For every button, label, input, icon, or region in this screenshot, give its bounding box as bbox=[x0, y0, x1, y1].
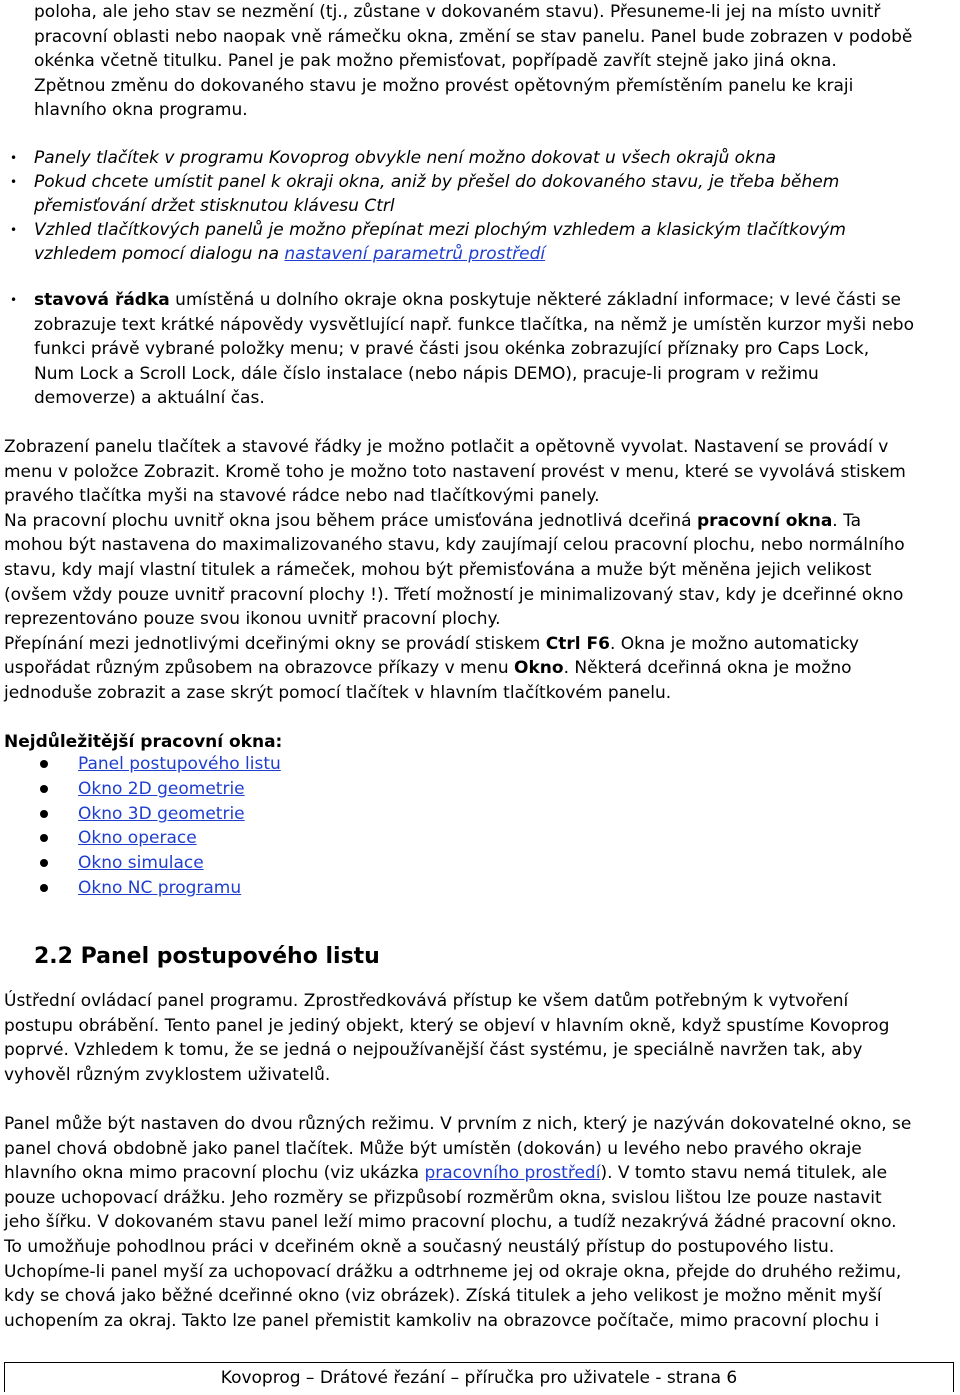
section-para-2-text-end: ). V tomto stavu nemá titulek, ale bbox=[600, 1163, 888, 1184]
intro-line-3: okénka včetně titulku. Panel je pak možno přemisťovat, popřípadě zavřít stejně jako jiná okna. bbox=[34, 51, 837, 72]
para-b-line-1 bbox=[4, 509, 861, 534]
section-para-2-text: hlavního okna mimo pracovní plochu (viz ukázka bbox=[4, 1163, 425, 1184]
list-bullet-1 bbox=[40, 760, 48, 768]
status-line-1 bbox=[34, 288, 901, 313]
intro-line-1: poloha, ale jeho stav se nezmění (tj., zůstane v dokovaném stavu). Přesuneme-li jej na místo uvnitř bbox=[34, 2, 881, 22]
para-c-line-3: jednoduše zobrazit a zase skrýt pomocí tlačítek v hlavním tlačítkovém panelu. bbox=[4, 683, 672, 703]
status-line-1-rest: umístěná u dolního okraje okna poskytuje některé základní informace; v levé části se bbox=[169, 290, 901, 310]
para-b-line-3: stavu, kdy mají vlastní titulek a rámeček, mohou být přemisťována a muže být měněna jejich velikost bbox=[4, 560, 872, 580]
para-b-line-4: (ovšem vždy pouze uvnitř pracovní plochy !). Třetí možností je minimalizovaný stav, kdy je dceřinné okno bbox=[4, 584, 904, 605]
windows-heading: Nejdůležitější pracovní okna: bbox=[4, 732, 283, 752]
para-b-line-5: reprezentováno pouze svou ikonou uvnitř pracovní plochy. bbox=[4, 609, 501, 630]
para-b-bold: pracovní okna bbox=[697, 510, 833, 531]
para-c-bold-shortcut: Ctrl F6 bbox=[545, 633, 610, 654]
list-bullet-5 bbox=[40, 859, 48, 867]
section-heading: 2.2 Panel postupového listu bbox=[34, 944, 380, 969]
status-line-5: demoverze) a aktuální čas. bbox=[34, 388, 265, 409]
note-2-line-2: přemisťování držet stisknutou klávesu Ctrl bbox=[34, 196, 395, 216]
link-okno-2d-geometrie[interactable]: Okno 2D geometrie bbox=[78, 779, 245, 799]
status-line-4: Num Lock a Scroll Lock, dále číslo instalace (nebo nápis DEMO), pracuje-li program v režimu bbox=[34, 363, 819, 384]
para-c-text-2: uspořádat různým způsobem na obrazovce příkazy v menu bbox=[4, 658, 515, 679]
intro-line-2: pracovní oblasti nebo naopak vně rámečku okna, změní se stav panelu. Panel bude zobrazen v podobě bbox=[34, 26, 913, 47]
link-okno-nc-programu[interactable]: Okno NC programu bbox=[78, 878, 242, 898]
para-c-text-end: . Okna je možno automaticky bbox=[609, 633, 859, 654]
section-para-2-line-3 bbox=[4, 1161, 887, 1186]
status-line-3: funkci právě vybrané položky menu; v pravé části jsou okénka zobrazující příznaky pro Caps Lock, bbox=[34, 339, 870, 360]
link-okno-operace[interactable]: Okno operace bbox=[78, 828, 197, 848]
para-c-line-2 bbox=[4, 656, 852, 681]
section-para-2-line-4: pouze uchopovací drážku. Jeho rozměry se přizpůsobí rozměrům okna, svislou lištou lze pouze nastavit bbox=[4, 1187, 882, 1208]
section-para-2-line-2: panel chová obdobně jako panel tlačítek. Může být umístěn (dokován) u levého nebo pravého okraje bbox=[4, 1138, 862, 1159]
para-c-text-2-end: . Některá dceřinná okna je možno bbox=[563, 658, 852, 679]
section-para-2-line-7: Uchopíme-li panel myší za uchopovací drážku a odtrhneme jej od okraje okna, přejde do druhého režimu, bbox=[4, 1261, 902, 1282]
link-panel-postupoveho-listu[interactable]: Panel postupového listu bbox=[78, 754, 281, 774]
note-3-line-2 bbox=[34, 242, 545, 267]
section-para-1-line-1: Ústřední ovládací panel programu. Zprostředkovává přístup ke všem datům potřebným k vytvoření bbox=[4, 991, 849, 1011]
settings-parameters-link[interactable]: nastavení parametrů prostředí bbox=[284, 244, 546, 264]
status-bold-term: stavová řádka bbox=[34, 290, 170, 310]
note-2-line-1: Pokud chcete umístit panel k okraji okna, aniž by přešel do dokovaného stavu, je třeba během bbox=[34, 172, 840, 192]
note-bullet-2: • bbox=[10, 175, 18, 189]
link-pracovniho-prostredi[interactable]: pracovního prostředí bbox=[424, 1163, 601, 1184]
status-line-2: zobrazuje text krátké nápovědy vysvětlující např. funkce tlačítka, na němž je umístěn kurzor myši nebo bbox=[34, 314, 914, 335]
link-okno-simulace[interactable]: Okno simulace bbox=[78, 853, 204, 873]
para-c-bold-menu: Okno bbox=[514, 658, 564, 679]
para-a-line-2: menu v položce Zobrazit. Kromě toho je možno toto nastavení provést v menu, které se vyvolává stiskem bbox=[4, 461, 906, 482]
intro-line-5: hlavního okna programu. bbox=[34, 100, 248, 121]
para-b-text-end: . Ta bbox=[832, 510, 862, 531]
list-bullet-3 bbox=[40, 810, 48, 818]
section-para-1-line-3: poprvé. Vzhledem k tomu, že se jedná o nejpoužívanější část systému, je speciálně navržen tak, aby bbox=[4, 1040, 863, 1061]
note-1-line-1: Panely tlačítek v programu Kovoprog obvykle není možno dokovat u všech okrajů okna bbox=[34, 148, 777, 168]
para-c-text: Přepínání mezi jednotlivými dceřinými okny se provádí stiskem bbox=[4, 633, 546, 654]
link-okno-3d-geometrie[interactable]: Okno 3D geometrie bbox=[78, 804, 245, 824]
para-a-line-3: pravého tlačítka myši na stavové rádce nebo nad tlačítkovými panely. bbox=[4, 486, 600, 507]
para-b-text: Na pracovní plochu uvnitř okna jsou během práce umisťována jednotlivá dceřiná bbox=[4, 510, 698, 531]
para-c-line-1 bbox=[4, 632, 859, 657]
section-para-2-line-9: uchopením za okraj. Takto lze panel přemistit kamkoliv na obrazovce počítače, mimo pracovní plochu i bbox=[4, 1310, 880, 1331]
page-footer: Kovoprog – Drátové řezání – příručka pro uživatele - strana 6 bbox=[4, 1362, 954, 1392]
section-para-2-line-5: jeho šířku. V dokovaném stavu panel leží mimo pracovní plochu, a tudíž nezakrývá žádné pracovní okno. bbox=[4, 1212, 897, 1233]
list-bullet-2 bbox=[40, 785, 48, 793]
para-b-line-2: mohou být nastavena do maximalizovaného stavu, kdy zaujímají celou pracovní plochu, nebo normálního bbox=[4, 535, 905, 556]
section-para-2-line-8: kdy se chová jako běžné dceřinné okno (viz obrázek). Získá titulek a jeho velikost je možno měnit myší bbox=[4, 1286, 882, 1307]
section-para-1-line-2: postupu obrábění. Tento panel je jediný objekt, který se objeví v hlavním okně, když spustíme Kovoprog bbox=[4, 1015, 890, 1036]
section-para-1-line-4: vyhověl různým zvyklostem uživatelů. bbox=[4, 1064, 331, 1085]
note-3-line-1: Vzhled tlačítkových panelů je možno přepínat mezi plochým vzhledem a klasickým tlačítkovým bbox=[34, 220, 846, 240]
note-bullet-1: • bbox=[10, 151, 18, 165]
list-bullet-6 bbox=[40, 884, 48, 892]
para-a-line-1: Zobrazení panelu tlačítek a stavové řádky je možno potlačit a opětovně vyvolat. Nastavení se provádí v bbox=[4, 437, 889, 457]
note-3-text: vzhledem pomocí dialogu na bbox=[34, 244, 285, 264]
list-bullet-4 bbox=[40, 834, 48, 842]
note-bullet-3: • bbox=[10, 223, 18, 237]
status-bullet: • bbox=[10, 293, 18, 307]
intro-line-4: Zpětnou změnu do dokovaného stavu je možno provést opětovným přemístěním panelu ke kraji bbox=[34, 75, 854, 96]
section-para-2-line-6: To umožňuje pohodlnou práci v dceřiném okně a současný neustálý přístup do postupového listu. bbox=[4, 1237, 835, 1257]
section-para-2-line-1: Panel může být nastaven do dvou různých režimu. V prvním z nich, který je nazýván dokovatelné okno, se bbox=[4, 1114, 912, 1134]
